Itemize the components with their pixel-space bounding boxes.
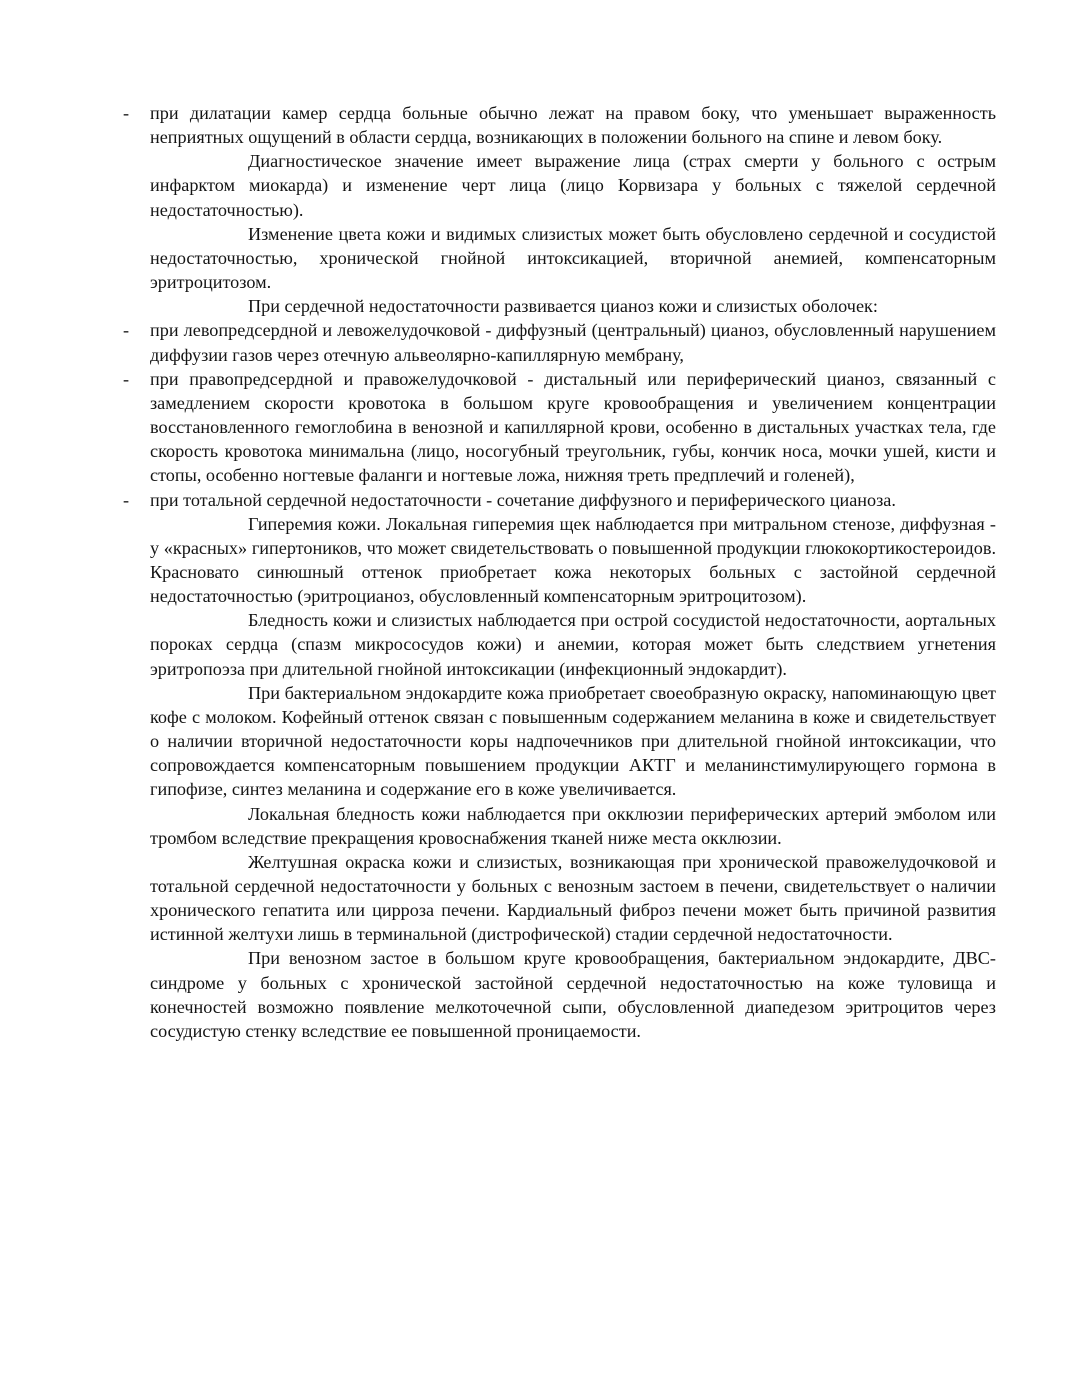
bullet-marker: - xyxy=(123,368,130,389)
bullet-text: при левопредсердной и левожелудочковой - диффузный (центральный) цианоз, обусловленный нарушением диффузии газов через отечную альвеолярно-капиллярную мембрану, xyxy=(150,320,996,365)
bullet-marker: - xyxy=(123,320,130,341)
document-body xyxy=(123,101,996,1043)
paragraph: Гиперемия кожи. Локальная гиперемия щек наблюдается при митральном стенозе, диффузная - у «красных» гипертоников, что может свидетельствовать о повышенной продукции глюкокортикостероидов. Красновато синюшный оттенок приобретает кожа некоторых больных с застойной сердечной недостаточностью (эритроцианоз, обусловленный компенсаторным эритроцитозом). xyxy=(150,513,996,607)
paragraph: Изменение цвета кожи и видимых слизистых может быть обусловлено сердечной и сосудистой недостаточностью, хронической гнойной интоксикацией, вторичной анемией, компенсаторным эритроцитозом. xyxy=(150,223,996,293)
bullet-item xyxy=(123,488,996,512)
bullet-marker: - xyxy=(123,489,130,510)
bullet-item xyxy=(123,367,996,488)
paragraph: Бледность кожи и слизистых наблюдается при острой сосудистой недостаточности, аортальных пороках сердца (спазм микрососудов кожи) и анемии, которая может быть следствием угнетения эритропоэза при длительной гнойной интоксикации (инфекционный эндокардит). xyxy=(150,610,996,679)
paragraph: При сердечной недостаточности развивается цианоз кожи и слизистых оболочек: xyxy=(248,296,878,317)
bullet-item xyxy=(123,101,996,149)
paragraph: Желтушная окраска кожи и слизистых, возникающая при хронической правожелудочковой и тотальной сердечной недостаточности у больных с венозным застоем в печени, свидетельствует о наличии хронического гепатита или цирроза печени. Кардиальный фиброз печени может быть причиной развития истинной желтухи лишь в терминальной (дистрофической) стадии сердечной недостаточности. xyxy=(150,851,996,945)
bullet-text: при дилатации камер сердца больные обычно лежат на правом боку, что уменьшает выраженность неприятных ощущений в области сердца, возникающих в положении больного на спине и левом боку. xyxy=(150,103,996,148)
bullet-item xyxy=(123,318,996,366)
bullet-marker: - xyxy=(123,103,130,123)
paragraph: При венозном застое в большом круге кровообращения, бактериальном эндокардите, ДВС-синдроме у больных с хронической застойной сердечной недостаточностью на коже туловища и конечностей возможно появление мелкоточечной сыпи, обусловленной диапедезом эритроцитов через сосудистую стенку вследствие ее повышенной проницаемости. xyxy=(150,948,996,1041)
bullet-text: при тотальной сердечной недостаточности - сочетание диффузного и периферического цианоза. xyxy=(150,489,896,510)
paragraph: Локальная бледность кожи наблюдается при окклюзии периферических артерий эмболом или тромбом вследствие прекращения кровоснабжения тканей ниже места окклюзии. xyxy=(150,803,996,848)
bullet-text: при правопредсердной и правожелудочковой - дистальный или периферический цианоз, связанный с замедлением скорости кровотока в большом круге кровообращения и увеличением концентрации восстановленного гемоглобина в венозной и капиллярной крови, особенно в дистальных участках тела, где скорость кровотока минимальна (лицо, носогубный треугольник, губы, кончик носа, мочки ушей, кисти и стопы, особенно ногтевые фаланги и ногтевые ложа, нижняя треть предплечий и голеней), xyxy=(150,368,996,486)
paragraph: Диагностическое значение имеет выражение лица (страх смерти у больного с острым инфарктом миокарда) и изменение черт лица (лицо Корвизара у больных с тяжелой сердечной недостаточностью). xyxy=(150,151,996,220)
paragraph: При бактериальном эндокардите кожа приобретает своеобразную окраску, напоминающую цвет кофе с молоком. Кофейный оттенок связан с повышенным содержанием меланина в коже и свидетельствует о наличии вторичной недостаточности коры надпочечников при длительной гнойной интоксикации, что сопровождается компенсаторным повышением продукции АКТГ и меланинстимулирующего гормона в гипофизе, синтез меланина и содержание его в коже увеличивается. xyxy=(150,682,996,800)
